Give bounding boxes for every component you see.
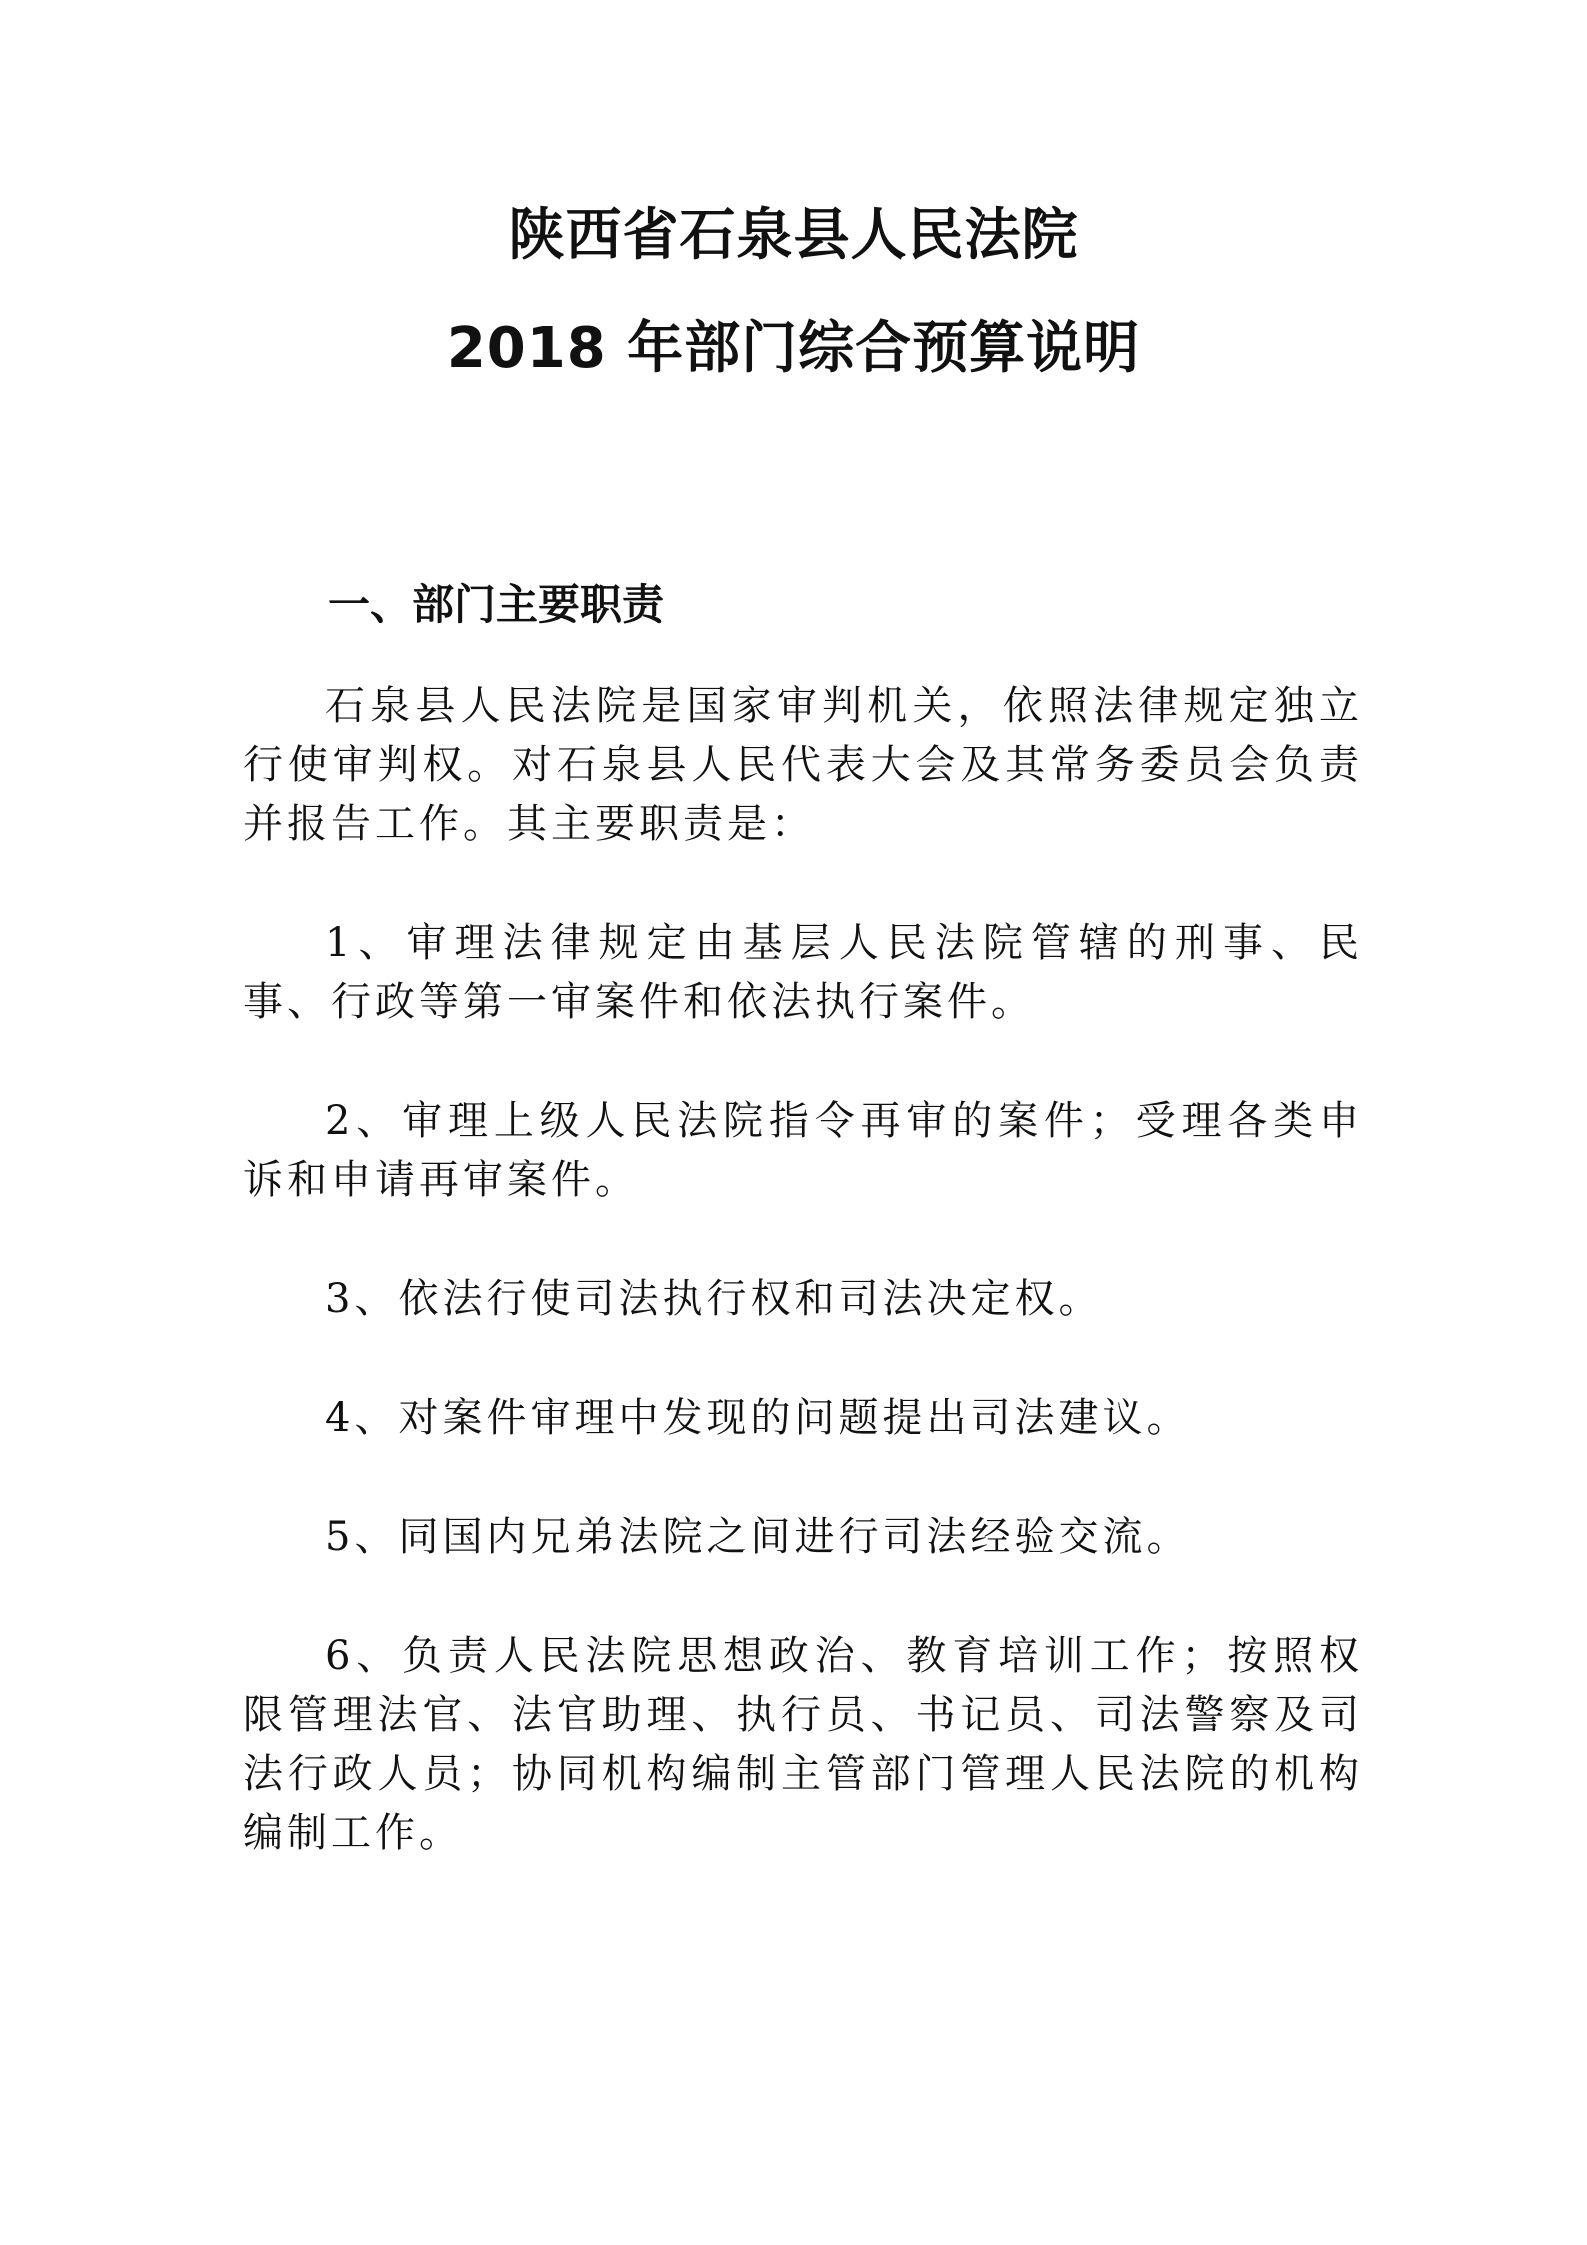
document-subtitle: 2018 年部门综合预算说明 <box>446 316 1141 381</box>
duty-item-6: 6、负责人民法院思想政治、教育培训工作；按照权限管理法官、法官助理、执行员、书记员、司法警察及司法行政人员；协同机构编制主管部门管理人民法院的机构编制工作。 <box>243 1633 1363 1856</box>
duty-item-2: 2、审理上级人民法院指令再审的案件；受理各类申诉和申请再审案件。 <box>243 1098 1363 1203</box>
duty-item-5: 5、同国内兄弟法院之间进行司法经验交流。 <box>325 1514 1191 1560</box>
duty-item-3: 3、依法行使司法执行权和司法决定权。 <box>325 1276 1103 1322</box>
duty-item-1: 1、审理法律规定由基层人民法院管辖的刑事、民事、行政等第一审案件和依法执行案件。 <box>243 920 1363 1025</box>
intro-paragraph: 石泉县人民法院是国家审判机关，依照法律规定独立行使审判权。对石泉县人民代表大会及其常务委员会负责并报告工作。其主要职责是： <box>243 683 1363 847</box>
section-body <box>243 677 1363 1863</box>
duty-item-4: 4、对案件审理中发现的问题提出司法建议。 <box>325 1395 1191 1441</box>
document-title: 陕西省石泉县人民法院 <box>508 203 1079 268</box>
section-heading-duties: 一、部门主要职责 <box>328 580 665 629</box>
